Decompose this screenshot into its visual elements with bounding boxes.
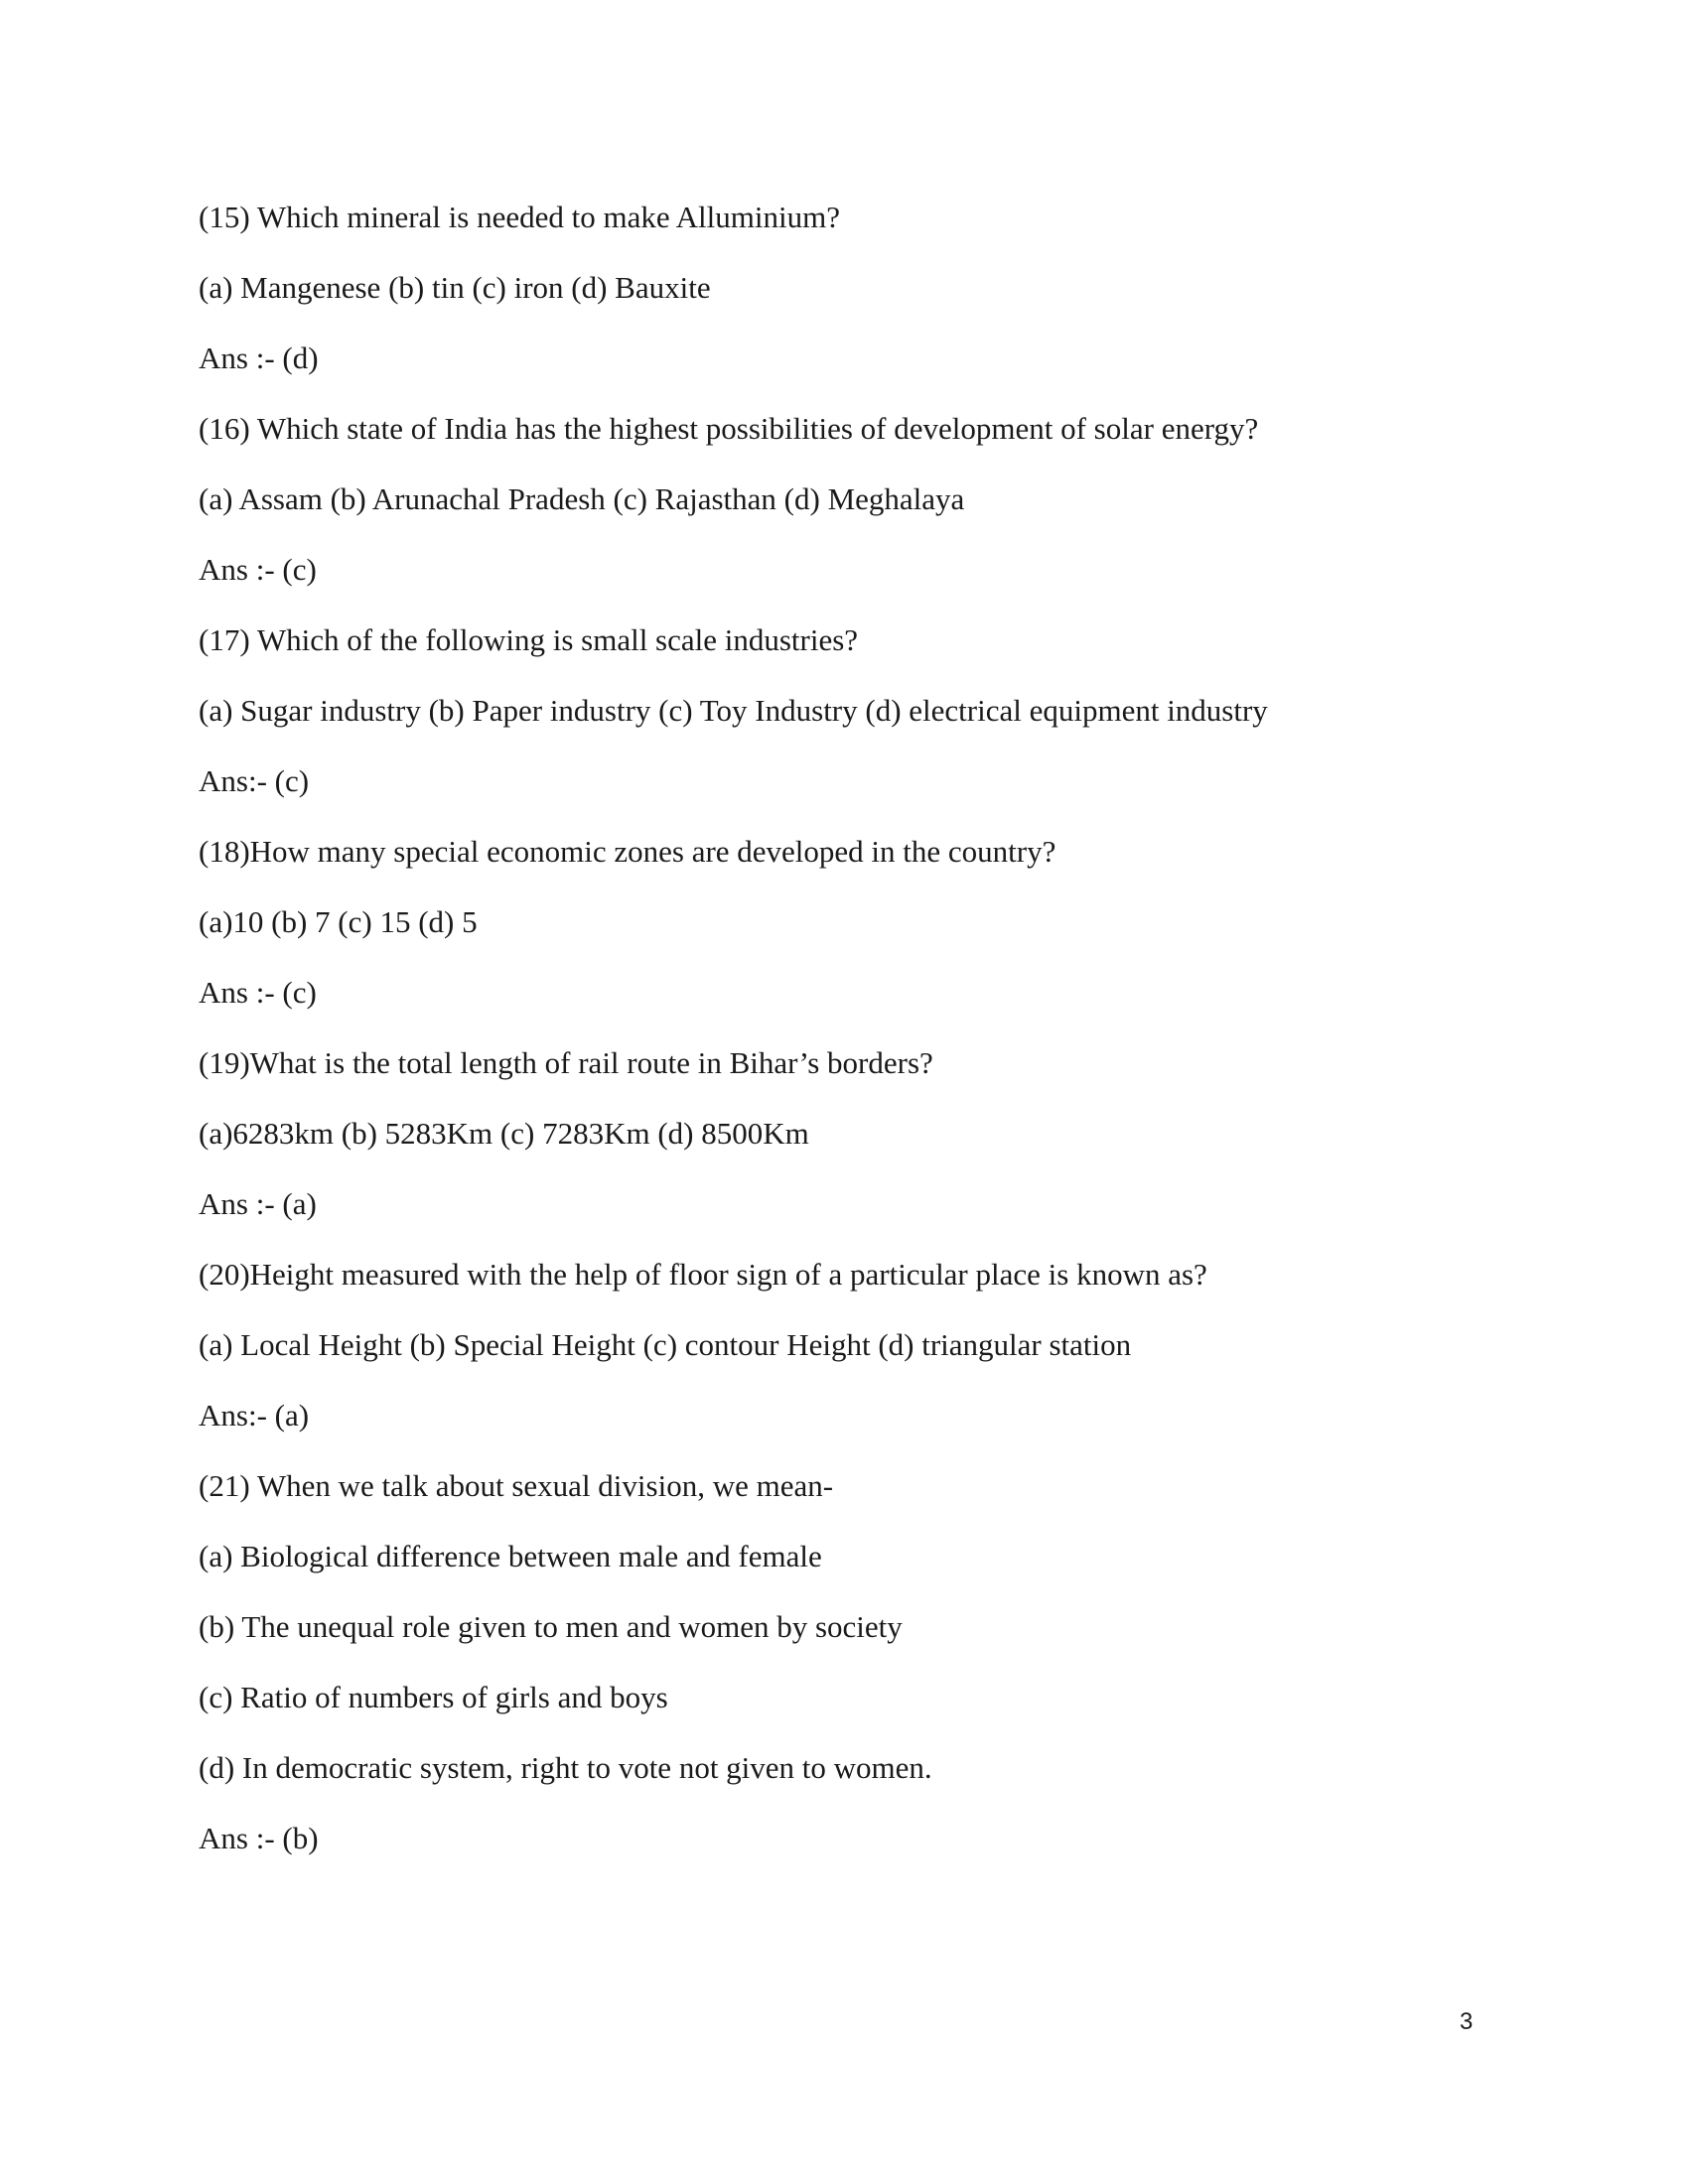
answer-16: Ans :- (c) <box>199 552 317 587</box>
page-number: 3 <box>1460 2008 1474 2035</box>
option-21-c: (c) Ratio of numbers of girls and boys <box>199 1680 668 1714</box>
option-21-d: (d) In democratic system, right to vote not given to women. <box>199 1750 932 1785</box>
answer-21: Ans :- (b) <box>199 1821 319 1855</box>
question-20: (20)Height measured with the help of floor sign of a particular place is known as? <box>199 1257 1207 1292</box>
question-17: (17) Which of the following is small scale industries? <box>199 622 859 657</box>
options-18: (a)10 (b) 7 (c) 15 (d) 5 <box>199 904 478 939</box>
options-17: (a) Sugar industry (b) Paper industry (c) Toy Industry (d) electrical equipment industry <box>199 693 1268 728</box>
options-19: (a)6283km (b) 5283Km (c) 7283Km (d) 8500Km <box>199 1116 809 1151</box>
question-15: (15) Which mineral is needed to make Alluminium? <box>199 200 840 234</box>
answer-20: Ans:- (a) <box>199 1398 310 1433</box>
option-21-a: (a) Biological difference between male and female <box>199 1539 822 1573</box>
options-16: (a) Assam (b) Arunachal Pradesh (c) Rajasthan (d) Meghalaya <box>199 481 965 516</box>
options-15: (a) Mangenese (b) tin (c) iron (d) Bauxite <box>199 270 711 305</box>
option-21-b: (b) The unequal role given to men and women by society <box>199 1609 903 1644</box>
question-21: (21) When we talk about sexual division, we mean- <box>199 1468 834 1503</box>
options-20: (a) Local Height (b) Special Height (c) contour Height (d) triangular station <box>199 1327 1132 1362</box>
answer-18: Ans :- (c) <box>199 975 317 1010</box>
question-19: (19)What is the total length of rail route in Bihar’s borders? <box>199 1045 933 1080</box>
question-16: (16) Which state of India has the highest possibilities of development of solar energy? <box>199 411 1259 446</box>
question-18: (18)How many special economic zones are developed in the country? <box>199 834 1056 869</box>
answer-17: Ans:- (c) <box>199 763 310 798</box>
answer-19: Ans :- (a) <box>199 1186 317 1221</box>
answer-15: Ans :- (d) <box>199 341 319 375</box>
